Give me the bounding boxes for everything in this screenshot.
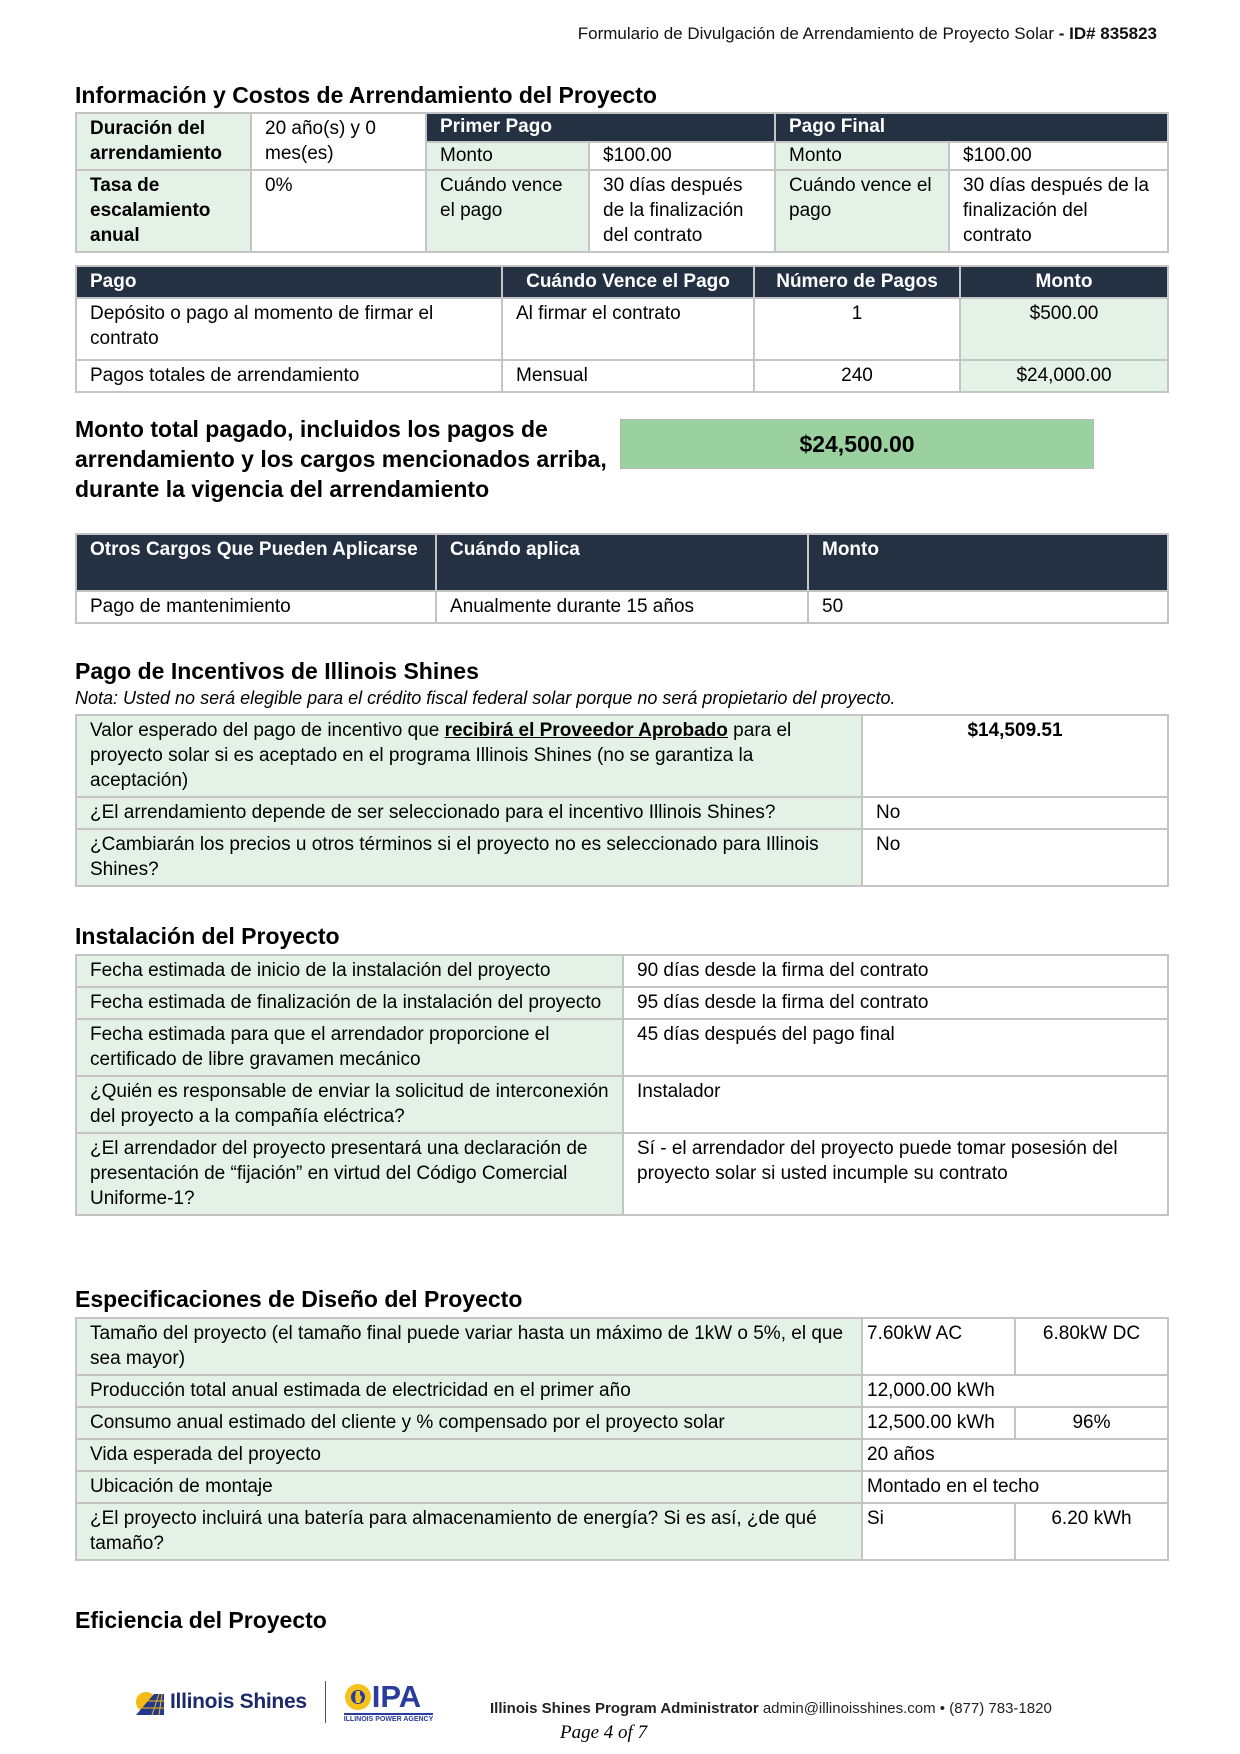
col-amount: Monto [808, 534, 1168, 591]
solar-panel-icon [132, 1688, 166, 1716]
sunflower-icon [344, 1683, 372, 1711]
table-row [76, 298, 1168, 360]
installation-label: Fecha estimada de inicio de la instalación del proyecto [76, 955, 623, 987]
duration-label: Duración del arrendamiento [76, 113, 251, 170]
first-payment-amount: $100.00 [589, 142, 775, 171]
page-header [578, 24, 1157, 44]
ipa-logo [343, 1678, 434, 1723]
first-payment-amount-label: Monto [426, 142, 589, 171]
expected-value-amount: $14,509.51 [862, 715, 1168, 797]
incentive-answer: No [862, 829, 1168, 886]
payments-table [75, 265, 1169, 393]
design-heading: Especificaciones de Diseño del Proyecto [75, 1286, 523, 1312]
final-payment-header: Pago Final [775, 113, 1168, 142]
expected-value-label [76, 715, 862, 797]
installation-heading: Instalación del Proyecto [75, 923, 340, 949]
incentive-answer: No [862, 797, 1168, 829]
final-payment-amount: $100.00 [949, 142, 1168, 171]
footer-contact [490, 1700, 1052, 1717]
production-label: Producción total anual estimada de electricidad en el primer año [76, 1375, 862, 1407]
col-count: Número de Pagos [754, 266, 960, 298]
payment-due: Mensual [502, 360, 754, 392]
illinois-shines-wordmark: Illinois Shines [170, 1690, 307, 1713]
consumption-label: Consumo anual estimado del cliente y % compensado por el proyecto solar [76, 1407, 862, 1439]
lease-info-table [75, 112, 1169, 253]
table-row [76, 1439, 1168, 1471]
footer-logos [132, 1680, 433, 1724]
payment-due: Al firmar el contrato [502, 298, 754, 360]
first-payment-due: 30 días después de la finalización del contrato [589, 170, 775, 252]
production-value: 12,000.00 kWh [862, 1375, 1168, 1407]
table-row [76, 797, 1168, 829]
duration-value: 20 año(s) y 0 mes(es) [251, 113, 426, 170]
payment-name: Pagos totales de arrendamiento [76, 360, 502, 392]
table-row [76, 1076, 1168, 1133]
contact-info: admin@illinoisshines.com • (877) 783-1820 [758, 1700, 1052, 1717]
installation-table [75, 954, 1169, 1216]
offset-pct: 96% [1015, 1407, 1168, 1439]
life-label: Vida esperada del proyecto [76, 1439, 862, 1471]
incentives-heading: Pago de Incentivos de Illinois Shines [75, 658, 479, 684]
total-label: Monto total pagado, incluidos los pagos de arrendamiento y los cargos mencionados arriba, durante la vigencia del arrendamiento [75, 416, 607, 502]
table-row [76, 1471, 1168, 1503]
installation-value: 90 días desde la firma del contrato [623, 955, 1168, 987]
table-row [76, 1318, 1168, 1375]
payment-amount: $24,000.00 [960, 360, 1168, 392]
ipa-wordmark: IPA [371, 1678, 422, 1714]
approved-vendor-emphasis: recibirá el Proveedor Aprobado [444, 720, 728, 741]
size-ac: 7.60kW AC [862, 1318, 1015, 1375]
col-when: Cuándo aplica [436, 534, 808, 591]
page-number: Page 4 of 7 [560, 1722, 648, 1743]
table-row [76, 1133, 1168, 1215]
consumption-value: 12,500.00 kWh [862, 1407, 1015, 1439]
header-separator: - [1053, 24, 1070, 43]
battery-label: ¿El proyecto incluirá una batería para almacenamiento de energía? Si es así, ¿de qué tamaño? [76, 1503, 862, 1560]
installation-label: Fecha estimada de finalización de la instalación del proyecto [76, 987, 623, 1019]
table-row [76, 1375, 1168, 1407]
payment-count: 1 [754, 298, 960, 360]
charge-name: Pago de mantenimiento [76, 591, 436, 623]
table-row [76, 955, 1168, 987]
battery-size: 6.20 kWh [1015, 1503, 1168, 1560]
ipa-subtitle: ILLINOIS POWER AGENCY [344, 1713, 434, 1723]
col-payment: Pago [76, 266, 502, 298]
escalation-value: 0% [251, 170, 426, 252]
battery-value: Si [862, 1503, 1015, 1560]
incentive-question: ¿El arrendamiento depende de ser seleccionado para el incentivo Illinois Shines? [76, 797, 862, 829]
payment-name: Depósito o pago al momento de firmar el contrato [76, 298, 502, 360]
form-id: ID# 835823 [1069, 24, 1157, 43]
efficiency-heading: Eficiencia del Proyecto [75, 1607, 327, 1633]
installation-value: 95 días desde la firma del contrato [623, 987, 1168, 1019]
installation-value: 45 días después del pago final [623, 1019, 1168, 1076]
size-dc: 6.80kW DC [1015, 1318, 1168, 1375]
table-row [76, 1407, 1168, 1439]
charge-when: Anualmente durante 15 años [436, 591, 808, 623]
final-payment-due-label: Cuándo vence el pago [775, 170, 949, 252]
incentives-table [75, 714, 1169, 887]
charge-amount: 50 [808, 591, 1168, 623]
design-table [75, 1317, 1169, 1561]
installation-value: Instalador [623, 1076, 1168, 1133]
mount-value: Montado en el techo [862, 1471, 1168, 1503]
table-row [76, 360, 1168, 392]
table-row [76, 1019, 1168, 1076]
expected-value-text-end: para el proyecto solar si es aceptado en el programa Illinois Shines (no se garantiza la aceptación) [90, 720, 792, 791]
table-row [76, 1503, 1168, 1560]
other-charges-table [75, 533, 1169, 624]
final-payment-due: 30 días después de la finalización del contrato [949, 170, 1168, 252]
mount-label: Ubicación de montaje [76, 1471, 862, 1503]
first-payment-due-label: Cuándo vence el pago [426, 170, 589, 252]
installation-value: Sí - el arrendador del proyecto puede tomar posesión del proyecto solar si usted incumple su contrato [623, 1133, 1168, 1215]
incentive-question: ¿Cambiarán los precios u otros términos si el proyecto no es seleccionado para Illinois Shines? [76, 829, 862, 886]
program-administrator: Illinois Shines Program Administrator [490, 1700, 759, 1717]
table-row [76, 829, 1168, 886]
incentives-note: Nota: Usted no será elegible para el crédito fiscal federal solar porque no será propietario del proyecto. [75, 688, 896, 708]
logo-divider [325, 1681, 326, 1723]
total-amount: $24,500.00 [620, 419, 1094, 469]
first-payment-header: Primer Pago [426, 113, 775, 142]
payment-amount: $500.00 [960, 298, 1168, 360]
expected-value-text: Valor esperado del pago de incentivo que [90, 720, 445, 741]
col-charge: Otros Cargos Que Pueden Aplicarse [76, 534, 436, 591]
escalation-label: Tasa de escalamiento anual [76, 170, 251, 252]
form-title: Formulario de Divulgación de Arrendamiento de Proyecto Solar [577, 24, 1054, 43]
installation-label: ¿Quién es responsable de enviar la solicitud de interconexión del proyecto a la compañía eléctrica? [76, 1076, 623, 1133]
table-row [76, 987, 1168, 1019]
payment-count: 240 [754, 360, 960, 392]
installation-label: ¿El arrendador del proyecto presentará una declaración de presentación de “fijación” en virtud del Código Comercial Uniforme-1? [76, 1133, 623, 1215]
size-label: Tamaño del proyecto (el tamaño final puede variar hasta un máximo de 1kW o 5%, el que sea mayor) [76, 1318, 862, 1375]
col-due: Cuándo Vence el Pago [502, 266, 754, 298]
life-value: 20 años [862, 1439, 1168, 1471]
installation-label: Fecha estimada para que el arrendador proporcione el certificado de libre gravamen mecánico [76, 1019, 623, 1076]
col-amount: Monto [960, 266, 1168, 298]
final-payment-amount-label: Monto [775, 142, 949, 171]
lease-info-heading: Información y Costos de Arrendamiento del Proyecto [75, 82, 657, 108]
illinois-shines-logo [132, 1688, 307, 1716]
table-row [76, 591, 1168, 623]
